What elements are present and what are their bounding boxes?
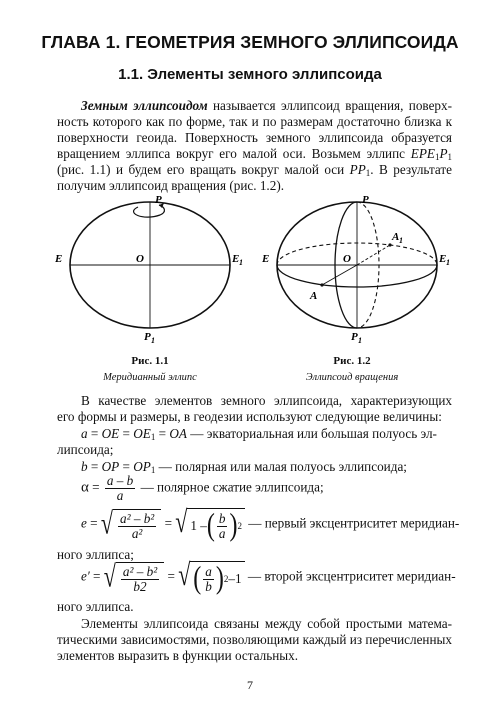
point-P: P (362, 195, 369, 206)
point-E: E (262, 253, 270, 265)
radius-OA1 (357, 245, 390, 265)
point-E1: E (439, 253, 447, 265)
intro-line-5: (рис. 1.1) и будем его вращать вокруг малой оси $PP_1$. В результате (57, 162, 452, 178)
second-eccentricity-cont: ного эллипса. (57, 599, 134, 614)
semi-major-axis-definition: a = OE = $OE_1$ = OA — экваториальная или большая полуось эл- (81, 426, 437, 442)
svg-text:1: 1 (239, 258, 243, 267)
page-number: 7 (247, 678, 253, 692)
point-O: O (136, 253, 144, 265)
intro-line-2: ность которого как по форме, так и по размерам достаточно близка к (57, 114, 452, 129)
intro-line-1: Земным эллипсоидом называется эллипсоид вращения, поверх- (81, 98, 452, 113)
point-A: A (310, 290, 318, 302)
point-P: P (155, 195, 162, 206)
figure-1-1-label: Рис. 1.1 (131, 355, 169, 367)
semi-major-axis-definition-cont: липсоида; (57, 442, 114, 457)
point-P1: P (351, 331, 358, 343)
svg-text:1: 1 (399, 236, 403, 245)
closing-line-2: тическими зависимостями, позволяющими каждый из перечисленных (57, 632, 452, 647)
closing-line-1: Элементы эллипсоида связаны между собой простыми матема- (81, 616, 452, 631)
svg-text:1: 1 (151, 336, 155, 345)
body-line-1: В качестве элементов земного эллипсоида, характеризующих (81, 393, 452, 408)
point-E: E (55, 253, 63, 265)
body-line-2: его формы и размеры, в геодезии используют следующие величины: (57, 409, 442, 424)
point-P1: P (144, 331, 151, 343)
point-A-dot (320, 283, 323, 286)
svg-text:1: 1 (358, 336, 362, 345)
first-eccentricity-formula: e = √ $\frac{\text{a² – b²}}{\text{a²}}$ = √ 1 – ( $\frac{b}{a}$ ) 2 — первый эксцентриситет меридиан- (81, 504, 460, 543)
flattening-formula: α = $\frac{a - b}{a}$ — полярное сжатие эллипсоида; (81, 473, 324, 503)
point-A1: A (392, 231, 400, 243)
radius-OA (322, 265, 357, 285)
semi-minor-axis-definition: b = OP = $OP_1$ — полярная или малая полуось эллипсоида; (81, 459, 407, 475)
intro-line-6: получим эллипсоид вращения (рис. 1.2). (57, 178, 285, 193)
intro-line-4: вращением эллипса вокруг его малой оси. Возьмем эллипс $EPE_1P_1$ (57, 146, 452, 162)
closing-line-3: элементов выразить в функции остальных. (57, 648, 299, 663)
term-earth-ellipsoid: Земным эллипсоидом (81, 98, 208, 113)
section-title: 1.1. Элементы земного эллипсоида (118, 66, 382, 83)
second-eccentricity-formula: e′ = √ $\frac{\text{a² – b²}}{b2}$ = √ ( $\frac{a}{b}$ ) 2 –1 — второй эксцентриситет меридиан- (81, 557, 456, 596)
figure-1-2-caption: Эллипсоид вращения (305, 372, 399, 383)
svg-text:1: 1 (446, 258, 450, 267)
chapter-title: ГЛАВА 1. ГЕОМЕТРИЯ ЗЕМНОГО ЭЛЛИПСОИДА (41, 32, 459, 52)
rotation-arrow-icon (134, 205, 165, 217)
point-E1: E (232, 253, 240, 265)
first-eccentricity-cont: ного эллипса; (57, 547, 134, 562)
figure-1-1-caption: Меридианный эллипс (103, 372, 197, 383)
figure-meridian-ellipse (55, 195, 245, 350)
point-A1-dot (388, 243, 391, 246)
figure-ellipsoid-of-revolution (262, 195, 452, 350)
point-O: O (343, 253, 351, 265)
figure-1-2-label: Рис. 1.2 (333, 355, 371, 367)
intro-line-3: поверхности геоида. Поверхность земного эллипсоида образуется (57, 130, 452, 145)
